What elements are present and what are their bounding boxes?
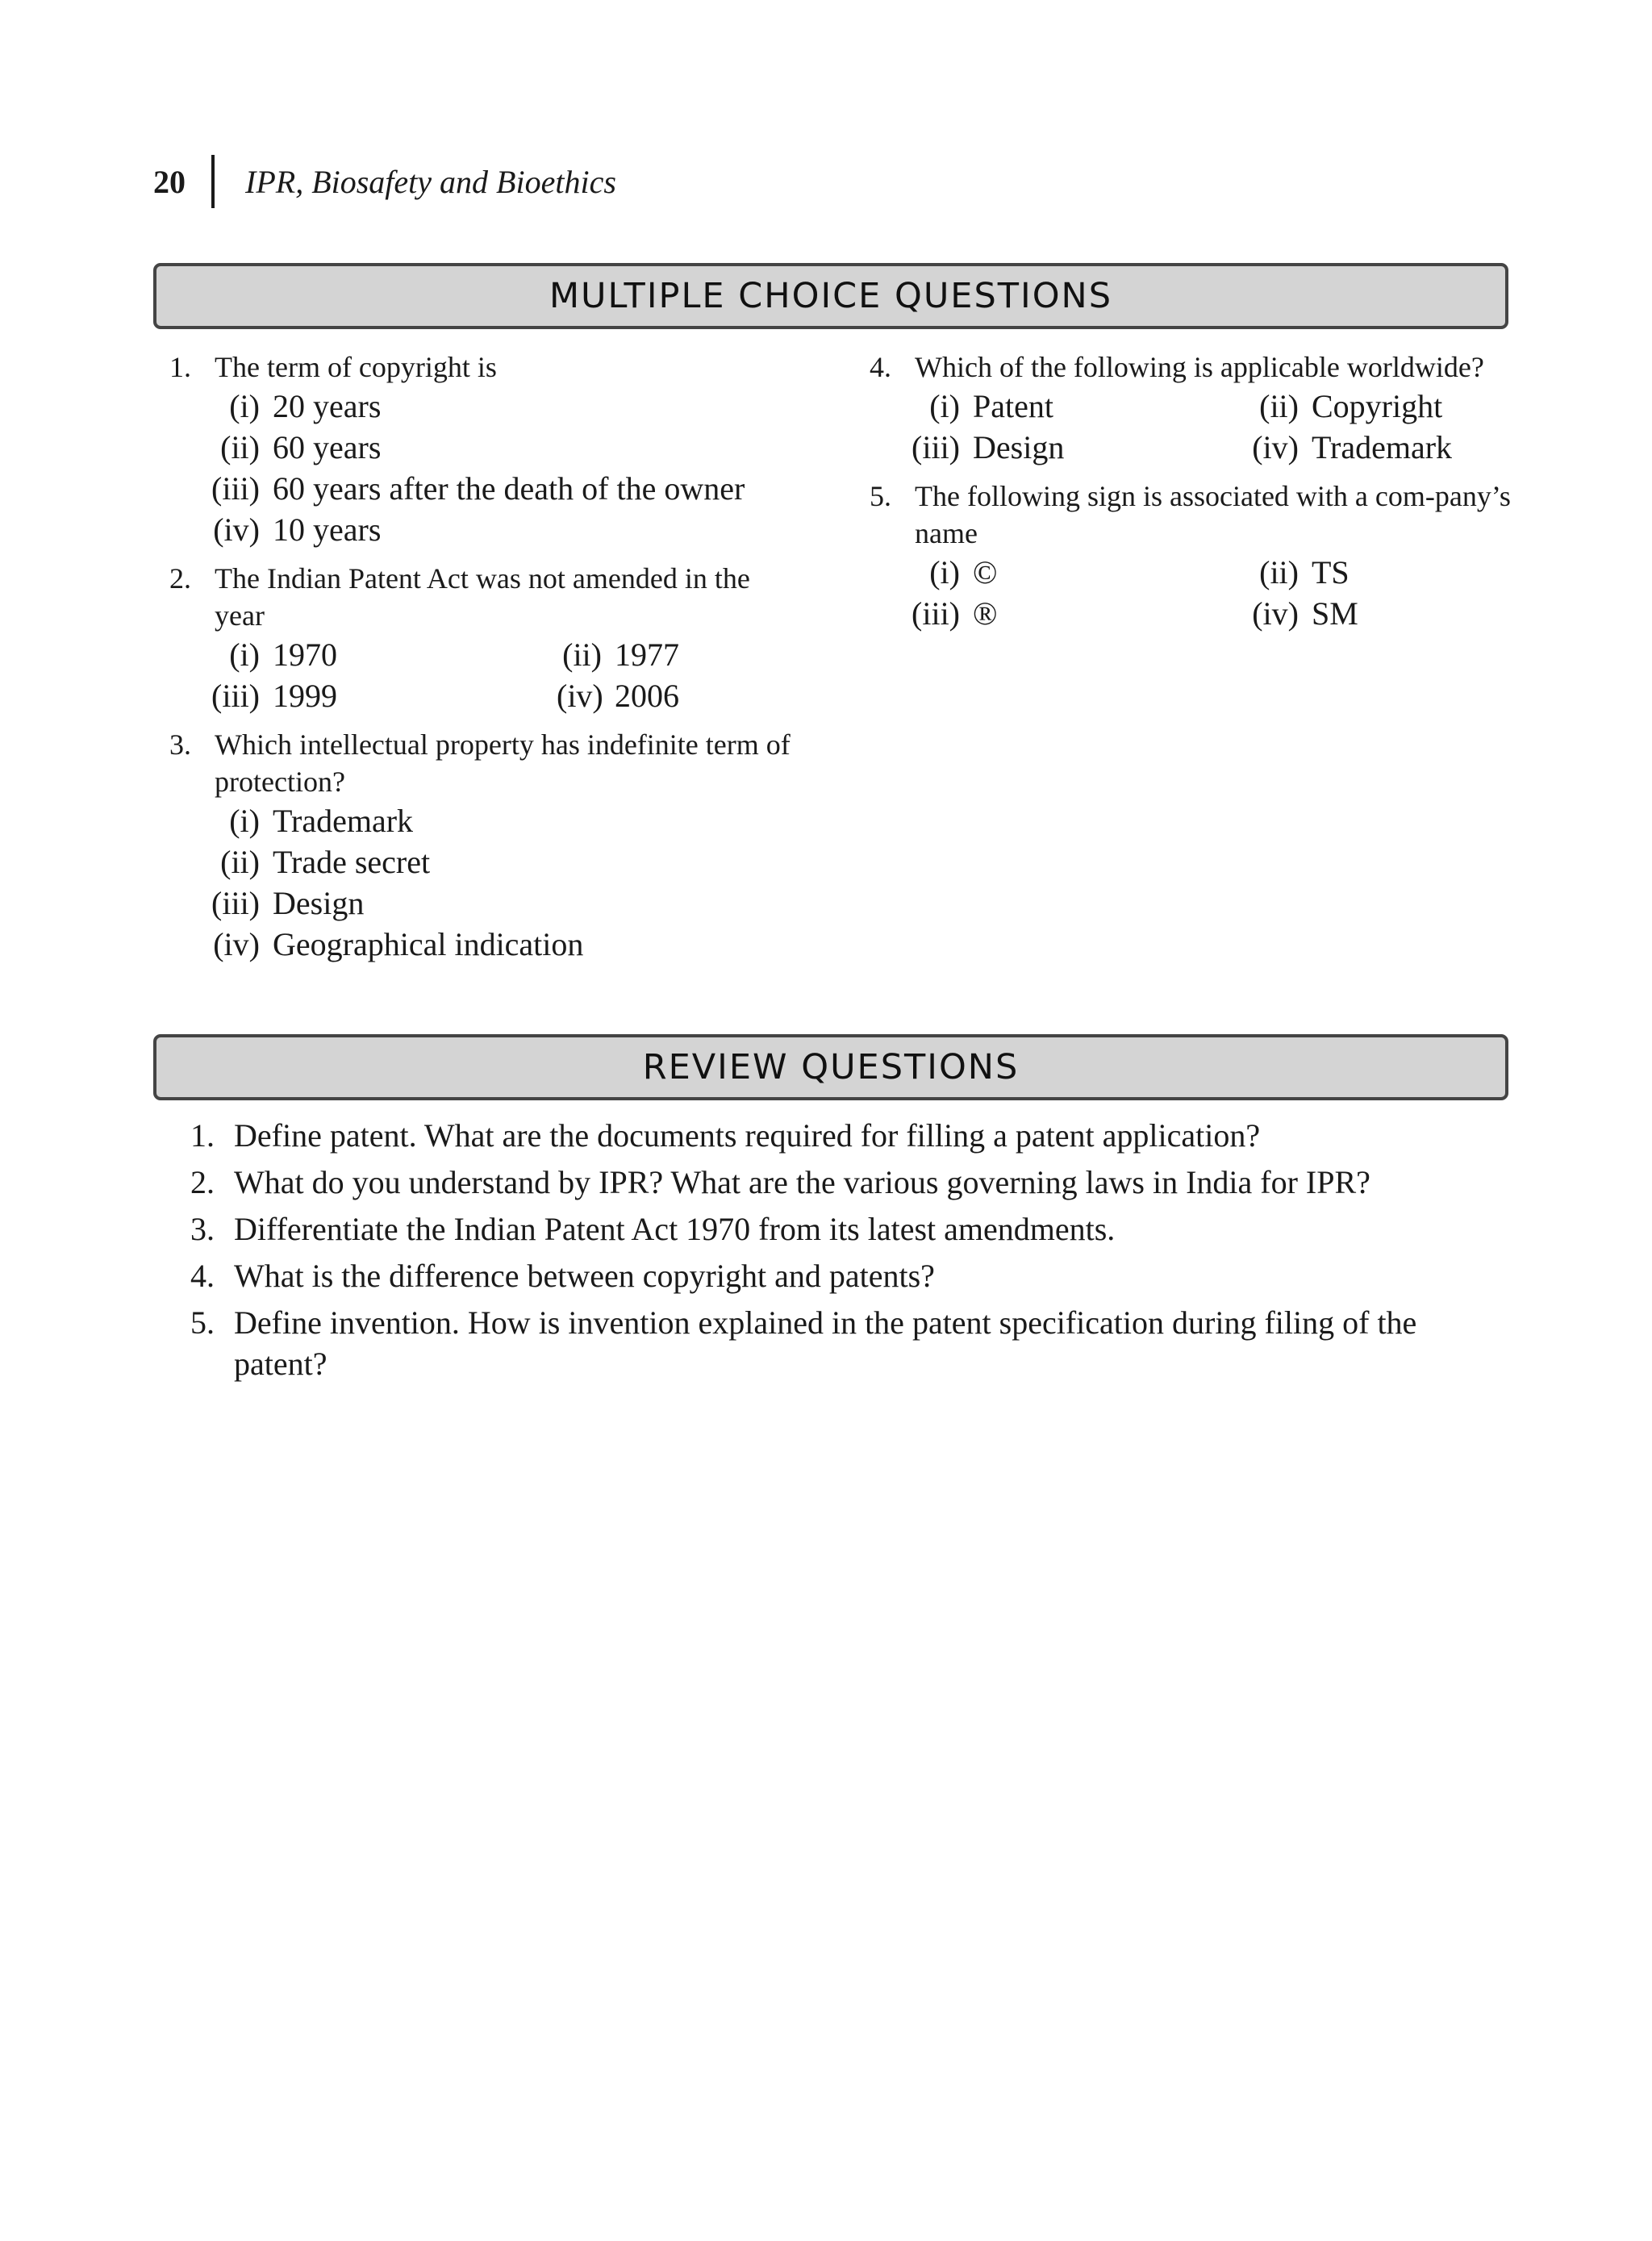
question-text: Which intellectual property has indefinite term of protection? bbox=[215, 728, 791, 798]
option bbox=[169, 509, 381, 550]
question-text: What is the difference between copyright and patents? bbox=[234, 1258, 935, 1294]
question-number: 4. bbox=[190, 1258, 215, 1294]
option bbox=[169, 800, 413, 841]
option-text: 1977 bbox=[615, 636, 679, 673]
option bbox=[169, 468, 745, 509]
mcq-question-3 bbox=[169, 726, 799, 965]
review-question bbox=[190, 1115, 1513, 1156]
option-label: (ii) bbox=[562, 636, 602, 673]
question-text: What do you understand by IPR? What are the various governing laws in India for IPR? bbox=[234, 1164, 1370, 1200]
option bbox=[1249, 386, 1515, 427]
mcq-question-2 bbox=[169, 560, 799, 716]
review-question bbox=[190, 1208, 1513, 1250]
question-number: 1. bbox=[190, 1117, 215, 1154]
option-label: (i) bbox=[929, 388, 960, 424]
option-label: (i) bbox=[229, 803, 260, 839]
option-label: (iv) bbox=[557, 678, 603, 714]
option-text: © bbox=[973, 554, 998, 591]
option-text: 60 years after the death of the owner bbox=[273, 470, 745, 507]
option-text: Patent bbox=[973, 388, 1053, 424]
option-text: ® bbox=[973, 595, 998, 632]
option-label: (i) bbox=[229, 388, 260, 424]
option bbox=[870, 427, 1249, 468]
option bbox=[870, 593, 1249, 634]
option-text: 1999 bbox=[273, 678, 337, 714]
option bbox=[870, 386, 1249, 427]
question-number: 2. bbox=[190, 1164, 215, 1200]
question-number: 4. bbox=[870, 351, 891, 383]
review-heading: REVIEW QUESTIONS bbox=[153, 1034, 1508, 1100]
question-text: Which of the following is applicable worldwide? bbox=[915, 351, 1484, 383]
option-label: (ii) bbox=[1259, 554, 1299, 591]
option-label: (iii) bbox=[912, 429, 960, 465]
option-text: TS bbox=[1312, 554, 1350, 591]
page-number: 20 bbox=[153, 163, 186, 200]
question-text: The following sign is associated with a com-pany’s name bbox=[915, 480, 1511, 549]
mcq-question-1 bbox=[169, 348, 799, 550]
review-question bbox=[190, 1255, 1513, 1296]
option-text: Trademark bbox=[1312, 429, 1453, 465]
mcq-left-column bbox=[169, 348, 799, 974]
mcq-question-4 bbox=[870, 348, 1515, 468]
option-text: Trademark bbox=[273, 803, 414, 839]
option bbox=[870, 552, 1249, 593]
review-question bbox=[190, 1162, 1513, 1203]
option bbox=[557, 634, 799, 675]
option-label: (iv) bbox=[1252, 429, 1299, 465]
option bbox=[169, 883, 364, 924]
header-divider bbox=[211, 155, 215, 208]
option bbox=[169, 634, 557, 675]
option bbox=[169, 841, 430, 883]
mcq-question-5 bbox=[870, 478, 1515, 634]
option-text: 2006 bbox=[615, 678, 679, 714]
option-label: (iii) bbox=[211, 678, 260, 714]
option-text: SM bbox=[1312, 595, 1358, 632]
book-title: IPR, Biosafety and Bioethics bbox=[245, 163, 616, 200]
option-label: (i) bbox=[229, 636, 260, 673]
question-number: 5. bbox=[190, 1304, 215, 1341]
option bbox=[169, 427, 381, 468]
review-question-list bbox=[190, 1115, 1513, 1390]
question-text: The term of copyright is bbox=[215, 351, 497, 383]
option bbox=[1249, 593, 1515, 634]
review-question bbox=[190, 1302, 1513, 1384]
mcq-right-column bbox=[870, 348, 1515, 644]
question-text: The Indian Patent Act was not amended in the year bbox=[215, 562, 750, 632]
option-label: (ii) bbox=[220, 844, 260, 880]
option-text: Geographical indication bbox=[273, 926, 584, 962]
option-label: (iii) bbox=[211, 470, 260, 507]
option-text: Copyright bbox=[1312, 388, 1443, 424]
option-label: (ii) bbox=[1259, 388, 1299, 424]
option-text: Design bbox=[973, 429, 1065, 465]
option-text: Design bbox=[273, 885, 365, 921]
question-text: Differentiate the Indian Patent Act 1970 from its latest amendments. bbox=[234, 1211, 1116, 1247]
question-text: Define invention. How is invention explained in the patent specification during filing of the patent? bbox=[234, 1304, 1417, 1382]
question-number: 5. bbox=[870, 480, 891, 512]
option bbox=[1249, 552, 1515, 593]
option-label: (iv) bbox=[213, 511, 260, 548]
option-label: (iv) bbox=[1252, 595, 1299, 632]
option-label: (iii) bbox=[211, 885, 260, 921]
question-number: 3. bbox=[190, 1211, 215, 1247]
question-number: 2. bbox=[169, 562, 191, 595]
option-label: (iv) bbox=[213, 926, 260, 962]
question-number: 3. bbox=[169, 728, 191, 761]
option bbox=[1249, 427, 1515, 468]
option-text: 20 years bbox=[273, 388, 382, 424]
option bbox=[557, 675, 799, 716]
option bbox=[169, 386, 381, 427]
option-label: (i) bbox=[929, 554, 960, 591]
option-text: 1970 bbox=[273, 636, 337, 673]
option-label: (ii) bbox=[220, 429, 260, 465]
question-number: 1. bbox=[169, 351, 191, 383]
option-text: Trade secret bbox=[273, 844, 431, 880]
option-text: 10 years bbox=[273, 511, 382, 548]
option bbox=[169, 675, 557, 716]
option bbox=[169, 924, 583, 965]
page-header bbox=[153, 153, 616, 210]
option-label: (iii) bbox=[912, 595, 960, 632]
option-text: 60 years bbox=[273, 429, 382, 465]
question-text: Define patent. What are the documents required for filling a patent application? bbox=[234, 1117, 1261, 1154]
mcq-heading: MULTIPLE CHOICE QUESTIONS bbox=[153, 263, 1508, 329]
